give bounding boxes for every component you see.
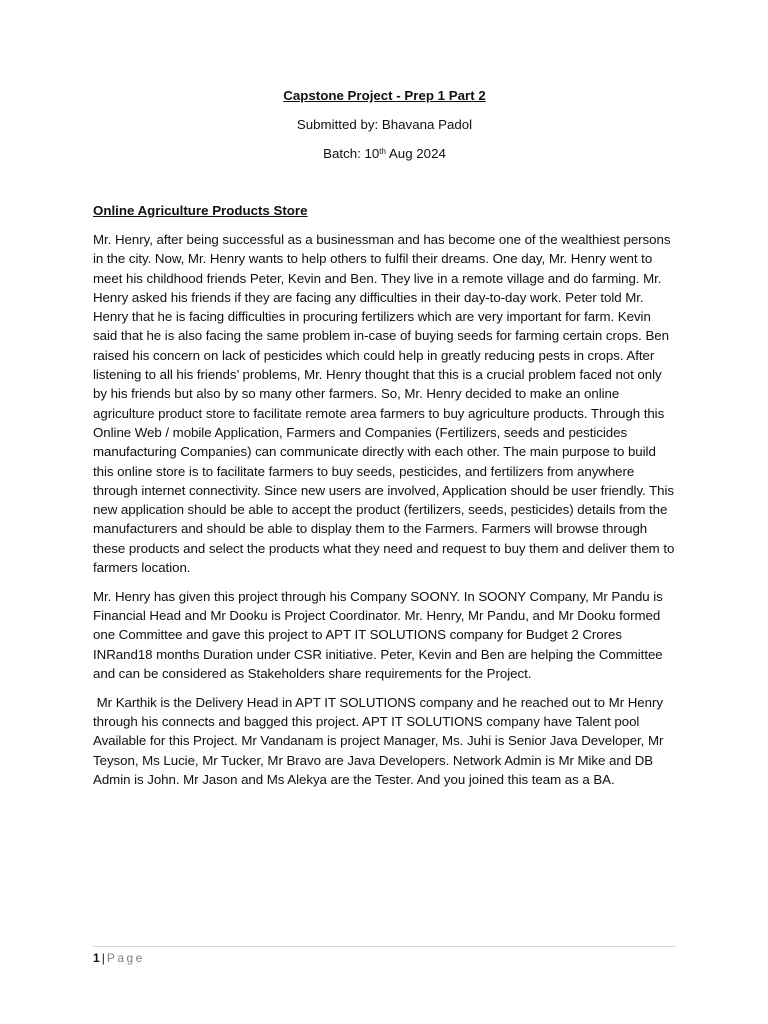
paragraph-intro: Mr. Henry, after being successful as a businessman and has become one of the wealthiest persons in the city. Now, Mr. Henry wants to help others to fulfil their dreams. One day, Mr. Henry went to meet his childhood friends Peter, Kevin and Ben. They live in a remote village and do farming. Mr. Henry asked his friends if they are facing any difficulties in their day-to-day work. Peter told Mr. Henry that he is facing difficulties in procuring fertilizers which are very important for farm. Kevin said that he is also facing the same problem in-case of buying seeds for farming certain crops. Ben raised his concern on lack of pesticides which could help in greatly reducing pests in crops. After listening to all his friends’ problems, Mr. Henry thought that this is a crucial problem faced not only by his friends but also by so many other farmers. So, Mr. Henry decided to make an online agriculture product store to facilitate remote area farmers to buy agriculture products. Through this Online Web / mobile Application, Farmers and Companies (Fertilizers, seeds and pesticides manufacturing Companies) can communicate directly with each other. The main purpose to build this online store is to facilitate farmers to buy seeds, pesticides, and fertilizers from anywhere through internet connectivity. Since new users are involved, Application should be user friendly. This new application should be able to accept the product (fertilizers, seeds, pesticides) details from the manufacturers and should be able to display them to the Farmers. Farmers will browse through these products and select the products what they need and request to buy them and deliver them to farmers location. xyxy=(93,232,675,576)
page-footer xyxy=(93,946,676,967)
footer-separator: | xyxy=(101,951,105,965)
section-heading: Online Agriculture Products Store xyxy=(93,203,308,218)
batch-suffix: Aug 2024 xyxy=(385,146,446,161)
page-number: 1 xyxy=(93,951,100,965)
batch-prefix: Batch: 10 xyxy=(323,146,380,161)
batch-line xyxy=(93,144,676,164)
paragraph-project-assignment: Mr. Henry has given this project through his Company SOONY. In SOONY Company, Mr Pandu is Financial Head and Mr Dooku is Project Coordinator. Mr. Henry, Mr Pandu, and Mr Dooku formed one Committee and gave this project to APT IT SOLUTIONS company for Budget 2 Crores INRand18 months Duration under CSR initiative. Peter, Kevin and Ben are helping the Committee and can be considered as Stakeholders share requirements for the Project. xyxy=(93,588,663,682)
submitted-by-line: Submitted by: Bhavana Padol xyxy=(296,117,473,132)
page-label: Page xyxy=(106,951,145,965)
document-body xyxy=(93,86,676,799)
batch-ordinal-superscript: th xyxy=(379,147,386,156)
paragraph-team: Mr Karthik is the Delivery Head in APT IT SOLUTIONS company and he reached out to Mr Henry through his connects and bagged this project. APT IT SOLUTIONS company have Talent pool Available for this Project. Mr Vandanam is project Manager, Ms. Juhi is Senior Java Developer, Mr Teyson, Ms Lucie, Mr Tucker, Mr Bravo are Java Developers. Network Admin is Mr Mike and DB Admin is John. Mr Jason and Ms Alekya are the Tester. And you joined this team as a BA. xyxy=(93,694,667,788)
document-title: Capstone Project - Prep 1 Part 2 xyxy=(283,88,486,103)
